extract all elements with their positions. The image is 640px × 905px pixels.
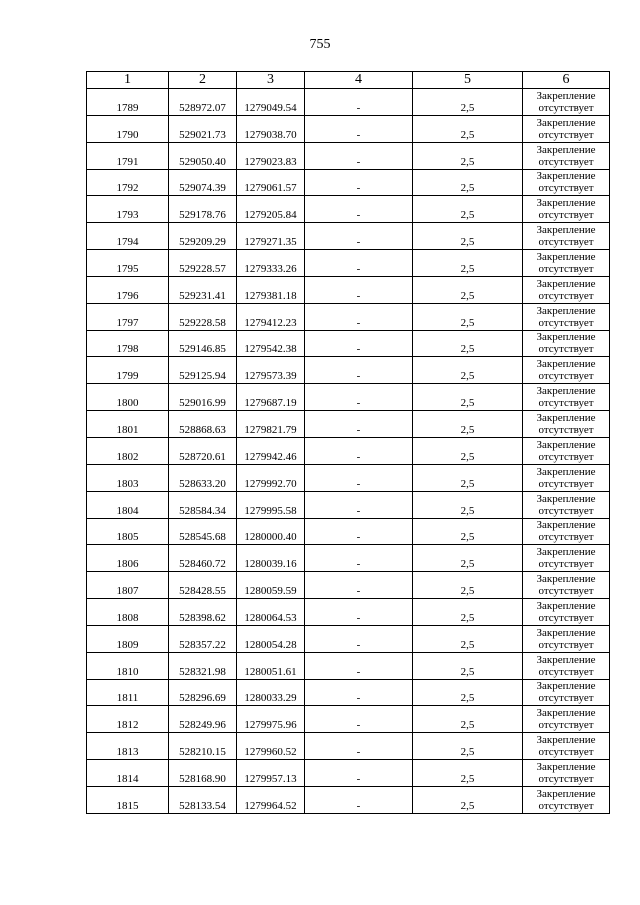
x-coordinate-cell: 529178.76 [169,196,237,223]
accuracy-cell: 2,5 [413,142,523,169]
fixation-line-1: Закрепление [536,519,596,532]
fixation-line-1: Закрепление [536,385,596,398]
fixation-line-2: отсутствует [538,558,594,571]
column-4-cell: - [305,545,413,572]
fixation-cell [523,706,610,733]
x-coordinate-cell: 528210.15 [169,733,237,760]
column-4-cell: - [305,276,413,303]
column-4-cell: - [305,572,413,599]
point-number-cell: 1800 [87,384,169,411]
fixation-line-2: отсутствует [538,289,594,302]
y-coordinate-cell: 1279381.18 [237,276,305,303]
x-coordinate-cell: 529146.85 [169,330,237,357]
column-header: 4 [305,72,413,89]
x-coordinate-cell: 528633.20 [169,464,237,491]
column-4-cell: - [305,625,413,652]
x-coordinate-cell: 528720.61 [169,437,237,464]
point-number-cell: 1811 [87,679,169,706]
column-header: 2 [169,72,237,89]
x-coordinate-cell: 528868.63 [169,411,237,438]
y-coordinate-cell: 1279049.54 [237,89,305,116]
accuracy-cell: 2,5 [413,545,523,572]
fixation-line-1: Закрепление [536,492,596,505]
accuracy-cell: 2,5 [413,733,523,760]
point-number-cell: 1795 [87,250,169,277]
column-4-cell: - [305,384,413,411]
point-number-cell: 1805 [87,518,169,545]
fixation-cell [523,142,610,169]
fixation-line-1: Закрепление [536,546,596,559]
accuracy-cell: 2,5 [413,89,523,116]
point-number-cell: 1802 [87,437,169,464]
y-coordinate-cell: 1279957.13 [237,760,305,787]
table-row [87,357,610,384]
fixation-line-1: Закрепление [536,116,596,129]
fixation-line-1: Закрепление [536,277,596,290]
accuracy-cell: 2,5 [413,330,523,357]
point-number-cell: 1798 [87,330,169,357]
x-coordinate-cell: 529209.29 [169,223,237,250]
table-row [87,223,610,250]
fixation-line-2: отсутствует [538,397,594,410]
fixation-line-2: отсутствует [538,343,594,356]
point-number-cell: 1797 [87,303,169,330]
y-coordinate-cell: 1280000.40 [237,518,305,545]
fixation-cell [523,464,610,491]
fixation-cell [523,330,610,357]
x-coordinate-cell: 528133.54 [169,786,237,813]
fixation-cell [523,89,610,116]
fixation-line-2: отсутствует [538,209,594,222]
x-coordinate-cell: 528357.22 [169,625,237,652]
y-coordinate-cell: 1279573.39 [237,357,305,384]
table-row [87,786,610,813]
table-row [87,169,610,196]
fixation-cell [523,518,610,545]
fixation-line-2: отсутствует [538,531,594,544]
fixation-cell [523,652,610,679]
point-number-cell: 1796 [87,276,169,303]
table-row [87,330,610,357]
y-coordinate-cell: 1279023.83 [237,142,305,169]
page-number: 755 [309,37,331,52]
column-4-cell: - [305,679,413,706]
x-coordinate-cell: 529016.99 [169,384,237,411]
accuracy-cell: 2,5 [413,572,523,599]
column-4-cell: - [305,330,413,357]
point-number-cell: 1794 [87,223,169,250]
fixation-line-2: отсутствует [538,692,594,705]
fixation-line-1: Закрепление [536,197,596,210]
point-number-cell: 1793 [87,196,169,223]
y-coordinate-cell: 1279960.52 [237,733,305,760]
x-coordinate-cell: 528972.07 [169,89,237,116]
point-number-cell: 1790 [87,115,169,142]
fixation-cell [523,599,610,626]
fixation-line-1: Закрепление [536,224,596,237]
column-4-cell: - [305,652,413,679]
y-coordinate-cell: 1280064.53 [237,599,305,626]
table-row [87,411,610,438]
fixation-line-1: Закрепление [536,573,596,586]
fixation-line-2: отсутствует [538,262,594,275]
fixation-line-1: Закрепление [536,760,596,773]
column-4-cell: - [305,115,413,142]
column-header: 1 [87,72,169,89]
x-coordinate-cell: 528296.69 [169,679,237,706]
fixation-line-2: отсутствует [538,638,594,651]
table-row [87,518,610,545]
fixation-line-1: Закрепление [536,787,596,800]
fixation-line-2: отсутствует [538,719,594,732]
fixation-line-2: отсутствует [538,236,594,249]
fixation-line-1: Закрепление [536,626,596,639]
point-number-cell: 1791 [87,142,169,169]
fixation-line-2: отсутствует [538,423,594,436]
y-coordinate-cell: 1279205.84 [237,196,305,223]
column-4-cell: - [305,142,413,169]
x-coordinate-cell: 529074.39 [169,169,237,196]
point-number-cell: 1810 [87,652,169,679]
x-coordinate-cell: 528168.90 [169,760,237,787]
column-4-cell: - [305,464,413,491]
fixation-cell [523,357,610,384]
fixation-cell [523,491,610,518]
point-number-cell: 1813 [87,733,169,760]
point-number-cell: 1815 [87,786,169,813]
column-4-cell: - [305,760,413,787]
accuracy-cell: 2,5 [413,115,523,142]
fixation-cell [523,545,610,572]
fixation-line-1: Закрепление [536,250,596,263]
fixation-line-1: Закрепление [536,707,596,720]
fixation-cell [523,679,610,706]
table-row [87,706,610,733]
fixation-line-2: отсутствует [538,746,594,759]
y-coordinate-cell: 1280039.16 [237,545,305,572]
table-row [87,760,610,787]
point-number-cell: 1812 [87,706,169,733]
table-row [87,652,610,679]
y-coordinate-cell: 1280054.28 [237,625,305,652]
fixation-cell [523,437,610,464]
y-coordinate-cell: 1279333.26 [237,250,305,277]
point-number-cell: 1814 [87,760,169,787]
table-row [87,545,610,572]
y-coordinate-cell: 1280059.59 [237,572,305,599]
fixation-line-1: Закрепление [536,599,596,612]
fixation-line-2: отсутствует [538,477,594,490]
x-coordinate-cell: 529228.58 [169,303,237,330]
y-coordinate-cell: 1279038.70 [237,115,305,142]
column-4-cell: - [305,250,413,277]
fixation-line-1: Закрепление [536,653,596,666]
point-number-cell: 1789 [87,89,169,116]
column-4-cell: - [305,89,413,116]
x-coordinate-cell: 529231.41 [169,276,237,303]
y-coordinate-cell: 1279061.57 [237,169,305,196]
fixation-line-1: Закрепление [536,143,596,156]
fixation-cell [523,196,610,223]
y-coordinate-cell: 1279995.58 [237,491,305,518]
accuracy-cell: 2,5 [413,357,523,384]
fixation-line-2: отсутствует [538,611,594,624]
fixation-cell [523,411,610,438]
fixation-line-1: Закрепление [536,734,596,747]
y-coordinate-cell: 1279975.96 [237,706,305,733]
y-coordinate-cell: 1279821.79 [237,411,305,438]
x-coordinate-cell: 529228.57 [169,250,237,277]
coordinates-table [86,71,610,814]
column-4-cell: - [305,706,413,733]
fixation-line-2: отсутствует [538,316,594,329]
y-coordinate-cell: 1279687.19 [237,384,305,411]
table-row [87,142,610,169]
fixation-cell [523,115,610,142]
x-coordinate-cell: 528460.72 [169,545,237,572]
point-number-cell: 1792 [87,169,169,196]
column-4-cell: - [305,303,413,330]
y-coordinate-cell: 1280051.61 [237,652,305,679]
accuracy-cell: 2,5 [413,625,523,652]
x-coordinate-cell: 528398.62 [169,599,237,626]
fixation-line-1: Закрепление [536,680,596,693]
point-number-cell: 1807 [87,572,169,599]
point-number-cell: 1808 [87,599,169,626]
accuracy-cell: 2,5 [413,652,523,679]
column-header: 6 [523,72,610,89]
column-4-cell: - [305,196,413,223]
fixation-cell [523,303,610,330]
column-4-cell: - [305,733,413,760]
fixation-line-2: отсутствует [538,450,594,463]
accuracy-cell: 2,5 [413,786,523,813]
table-row [87,196,610,223]
y-coordinate-cell: 1280033.29 [237,679,305,706]
fixation-cell [523,760,610,787]
column-4-cell: - [305,357,413,384]
point-number-cell: 1803 [87,464,169,491]
accuracy-cell: 2,5 [413,384,523,411]
fixation-line-2: отсутствует [538,370,594,383]
fixation-line-1: Закрепление [536,411,596,424]
accuracy-cell: 2,5 [413,303,523,330]
column-4-cell: - [305,223,413,250]
table-row [87,89,610,116]
accuracy-cell: 2,5 [413,223,523,250]
point-number-cell: 1801 [87,411,169,438]
column-4-cell: - [305,169,413,196]
fixation-line-1: Закрепление [536,331,596,344]
accuracy-cell: 2,5 [413,250,523,277]
x-coordinate-cell: 529021.73 [169,115,237,142]
fixation-line-1: Закрепление [536,438,596,451]
accuracy-cell: 2,5 [413,599,523,626]
x-coordinate-cell: 528321.98 [169,652,237,679]
table-row [87,250,610,277]
fixation-line-2: отсутствует [538,585,594,598]
y-coordinate-cell: 1279271.35 [237,223,305,250]
column-4-cell: - [305,599,413,626]
fixation-line-2: отсутствует [538,182,594,195]
table-row [87,679,610,706]
fixation-line-2: отсутствует [538,128,594,141]
accuracy-cell: 2,5 [413,437,523,464]
fixation-line-1: Закрепление [536,170,596,183]
fixation-line-1: Закрепление [536,358,596,371]
accuracy-cell: 2,5 [413,464,523,491]
accuracy-cell: 2,5 [413,169,523,196]
accuracy-cell: 2,5 [413,518,523,545]
table-row [87,599,610,626]
table-row [87,572,610,599]
point-number-cell: 1799 [87,357,169,384]
column-4-cell: - [305,786,413,813]
fixation-cell [523,625,610,652]
x-coordinate-cell: 528545.68 [169,518,237,545]
column-header: 3 [237,72,305,89]
table-row [87,115,610,142]
fixation-line-2: отсутствует [538,155,594,168]
table-row [87,733,610,760]
accuracy-cell: 2,5 [413,679,523,706]
table-header-row [87,72,610,89]
x-coordinate-cell: 528428.55 [169,572,237,599]
fixation-cell [523,250,610,277]
fixation-cell [523,169,610,196]
table-row [87,303,610,330]
fixation-cell [523,786,610,813]
y-coordinate-cell: 1279992.70 [237,464,305,491]
column-4-cell: - [305,437,413,464]
fixation-line-2: отсутствует [538,799,594,812]
point-number-cell: 1806 [87,545,169,572]
fixation-cell [523,384,610,411]
table-row [87,625,610,652]
fixation-line-1: Закрепление [536,304,596,317]
table-row [87,384,610,411]
fixation-cell [523,223,610,250]
point-number-cell: 1804 [87,491,169,518]
table-row [87,491,610,518]
accuracy-cell: 2,5 [413,491,523,518]
table-body [87,89,610,814]
accuracy-cell: 2,5 [413,276,523,303]
fixation-line-2: отсутствует [538,101,594,114]
column-4-cell: - [305,491,413,518]
fixation-line-2: отсутствует [538,504,594,517]
x-coordinate-cell: 529125.94 [169,357,237,384]
x-coordinate-cell: 529050.40 [169,142,237,169]
fixation-cell [523,733,610,760]
table-row [87,276,610,303]
fixation-cell [523,276,610,303]
y-coordinate-cell: 1279942.46 [237,437,305,464]
accuracy-cell: 2,5 [413,760,523,787]
column-4-cell: - [305,411,413,438]
table-row [87,464,610,491]
fixation-line-2: отсутствует [538,665,594,678]
y-coordinate-cell: 1279412.23 [237,303,305,330]
accuracy-cell: 2,5 [413,706,523,733]
column-header: 5 [413,72,523,89]
column-4-cell: - [305,518,413,545]
x-coordinate-cell: 528584.34 [169,491,237,518]
y-coordinate-cell: 1279542.38 [237,330,305,357]
fixation-line-1: Закрепление [536,89,596,102]
x-coordinate-cell: 528249.96 [169,706,237,733]
fixation-line-2: отсутствует [538,772,594,785]
point-number-cell: 1809 [87,625,169,652]
accuracy-cell: 2,5 [413,196,523,223]
fixation-line-1: Закрепление [536,465,596,478]
accuracy-cell: 2,5 [413,411,523,438]
fixation-cell [523,572,610,599]
y-coordinate-cell: 1279964.52 [237,786,305,813]
table-row [87,437,610,464]
